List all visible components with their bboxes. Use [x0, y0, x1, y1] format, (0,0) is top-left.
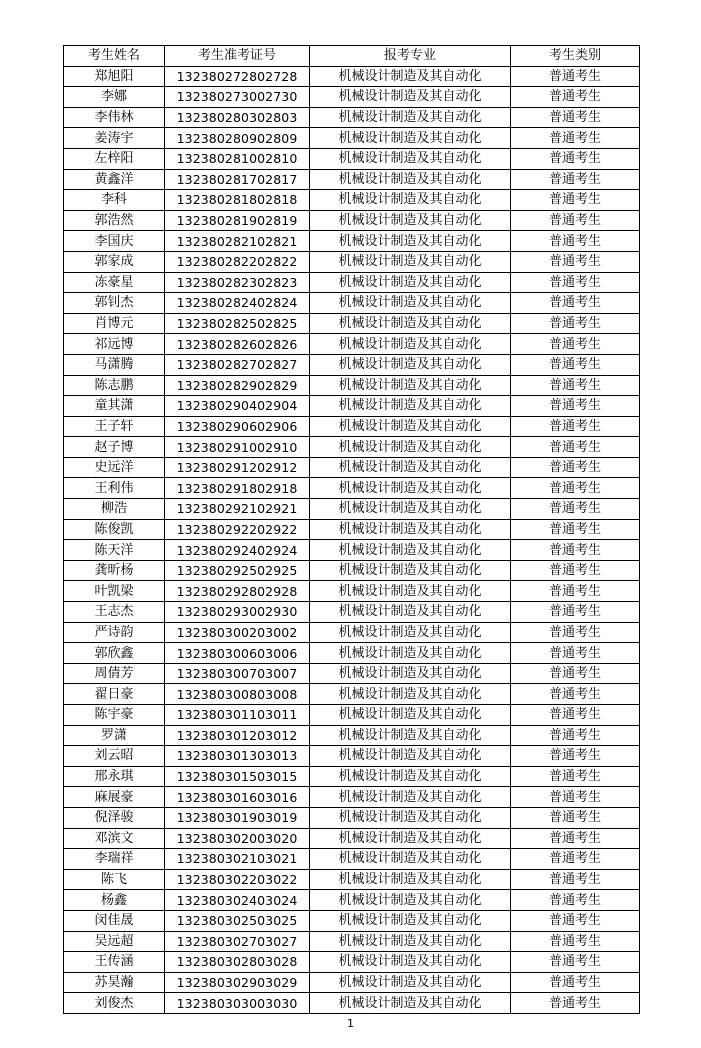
- cell-exam-id: 132380282502825: [165, 313, 310, 334]
- cell-category: 普通考生: [511, 457, 640, 478]
- cell-category: 普通考生: [511, 169, 640, 190]
- table-row: [64, 478, 640, 499]
- cell-category: 普通考生: [511, 622, 640, 643]
- cell-exam-id: 132380300203002: [165, 622, 310, 643]
- cell-category: 普通考生: [511, 807, 640, 828]
- cell-name: 柳浩: [64, 499, 165, 520]
- cell-exam-id: 132380291202912: [165, 457, 310, 478]
- cell-major: 机械设计制造及其自动化: [310, 643, 511, 664]
- cell-name: 麻展豪: [64, 787, 165, 808]
- cell-name: 陈宇豪: [64, 705, 165, 726]
- cell-name: 王传涵: [64, 952, 165, 973]
- cell-category: 普通考生: [511, 87, 640, 108]
- cell-category: 普通考生: [511, 869, 640, 890]
- table-row: [64, 128, 640, 149]
- cell-name: 陈天洋: [64, 540, 165, 561]
- cell-exam-id: 132380302903029: [165, 972, 310, 993]
- cell-category: 普通考生: [511, 828, 640, 849]
- cell-major: 机械设计制造及其自动化: [310, 807, 511, 828]
- cell-category: 普通考生: [511, 128, 640, 149]
- cell-major: 机械设计制造及其自动化: [310, 169, 511, 190]
- cell-major: 机械设计制造及其自动化: [310, 87, 511, 108]
- table-row: [64, 519, 640, 540]
- cell-category: 普通考生: [511, 251, 640, 272]
- cell-name: 李伟林: [64, 107, 165, 128]
- cell-exam-id: 132380292502925: [165, 560, 310, 581]
- cell-category: 普通考生: [511, 602, 640, 623]
- cell-name: 李瑞祥: [64, 849, 165, 870]
- cell-category: 普通考生: [511, 375, 640, 396]
- cell-category: 普通考生: [511, 416, 640, 437]
- table-row: [64, 684, 640, 705]
- cell-name: 左梓阳: [64, 148, 165, 169]
- table-row: [64, 766, 640, 787]
- cell-name: 周倩芳: [64, 663, 165, 684]
- cell-exam-id: 132380281802818: [165, 190, 310, 211]
- cell-category: 普通考生: [511, 396, 640, 417]
- table-row: [64, 272, 640, 293]
- table-row: [64, 169, 640, 190]
- cell-name: 姜涛宇: [64, 128, 165, 149]
- cell-major: 机械设计制造及其自动化: [310, 148, 511, 169]
- table-row: [64, 540, 640, 561]
- cell-name: 叶凯梁: [64, 581, 165, 602]
- cell-category: 普通考生: [511, 725, 640, 746]
- cell-name: 赵子博: [64, 437, 165, 458]
- cell-exam-id: 132380300703007: [165, 663, 310, 684]
- cell-name: 童其潇: [64, 396, 165, 417]
- cell-category: 普通考生: [511, 581, 640, 602]
- table-row: [64, 725, 640, 746]
- cell-category: 普通考生: [511, 540, 640, 561]
- cell-major: 机械设计制造及其自动化: [310, 828, 511, 849]
- table-row: [64, 293, 640, 314]
- cell-major: 机械设计制造及其自动化: [310, 457, 511, 478]
- table-row: [64, 334, 640, 355]
- cell-exam-id: 132380301503015: [165, 766, 310, 787]
- cell-exam-id: 132380272802728: [165, 66, 310, 87]
- cell-exam-id: 132380282102821: [165, 231, 310, 252]
- table-row: [64, 499, 640, 520]
- table-row: [64, 643, 640, 664]
- cell-exam-id: 132380282302823: [165, 272, 310, 293]
- cell-major: 机械设计制造及其自动化: [310, 313, 511, 334]
- table-row: [64, 828, 640, 849]
- cell-exam-id: 132380302803028: [165, 952, 310, 973]
- cell-major: 机械设计制造及其自动化: [310, 519, 511, 540]
- cell-major: 机械设计制造及其自动化: [310, 766, 511, 787]
- table-row: [64, 746, 640, 767]
- table-row: [64, 87, 640, 108]
- header-name: 考生姓名: [64, 46, 165, 67]
- table-row: [64, 354, 640, 375]
- cell-major: 机械设计制造及其自动化: [310, 499, 511, 520]
- cell-exam-id: 132380282902829: [165, 375, 310, 396]
- cell-name: 肖博元: [64, 313, 165, 334]
- cell-name: 邓滨文: [64, 828, 165, 849]
- cell-category: 普通考生: [511, 66, 640, 87]
- watermark: [36, 538, 57, 559]
- table-row: [64, 581, 640, 602]
- cell-exam-id: 132380292402924: [165, 540, 310, 561]
- table-row: [64, 375, 640, 396]
- table-row: [64, 396, 640, 417]
- cell-major: 机械设计制造及其自动化: [310, 416, 511, 437]
- cell-category: 普通考生: [511, 787, 640, 808]
- cell-name: 史远洋: [64, 457, 165, 478]
- table-body: [64, 66, 640, 1013]
- cell-major: 机械设计制造及其自动化: [310, 251, 511, 272]
- cell-name: 陈志鹏: [64, 375, 165, 396]
- cell-category: 普通考生: [511, 313, 640, 334]
- cell-name: 倪泽骏: [64, 807, 165, 828]
- cell-major: 机械设计制造及其自动化: [310, 869, 511, 890]
- cell-category: 普通考生: [511, 293, 640, 314]
- table-header: [64, 46, 640, 67]
- cell-major: 机械设计制造及其自动化: [310, 705, 511, 726]
- cell-exam-id: 132380302103021: [165, 849, 310, 870]
- table-row: [64, 972, 640, 993]
- cell-name: 李娜: [64, 87, 165, 108]
- cell-major: 机械设计制造及其自动化: [310, 231, 511, 252]
- cell-name: 王利伟: [64, 478, 165, 499]
- cell-name: 郭家成: [64, 251, 165, 272]
- cell-name: 李国庆: [64, 231, 165, 252]
- cell-name: 杨鑫: [64, 890, 165, 911]
- cell-name: 刘俊杰: [64, 993, 165, 1014]
- table-row: [64, 190, 640, 211]
- cell-exam-id: 132380302003020: [165, 828, 310, 849]
- cell-category: 普通考生: [511, 478, 640, 499]
- cell-major: 机械设计制造及其自动化: [310, 375, 511, 396]
- table-row: [64, 416, 640, 437]
- cell-major: 机械设计制造及其自动化: [310, 849, 511, 870]
- cell-exam-id: 132380281002810: [165, 148, 310, 169]
- cell-exam-id: 132380301203012: [165, 725, 310, 746]
- cell-exam-id: 132380301903019: [165, 807, 310, 828]
- cell-exam-id: 132380282702827: [165, 354, 310, 375]
- cell-exam-id: 132380300803008: [165, 684, 310, 705]
- cell-category: 普通考生: [511, 766, 640, 787]
- cell-category: 普通考生: [511, 437, 640, 458]
- cell-category: 普通考生: [511, 272, 640, 293]
- table-row: [64, 705, 640, 726]
- table-row: [64, 560, 640, 581]
- cell-name: 邢永琪: [64, 766, 165, 787]
- cell-exam-id: 132380292202922: [165, 519, 310, 540]
- cell-exam-id: 132380292102921: [165, 499, 310, 520]
- table-row: [64, 66, 640, 87]
- cell-name: 郑旭阳: [64, 66, 165, 87]
- cell-exam-id: 132380301303013: [165, 746, 310, 767]
- table-row: [64, 457, 640, 478]
- cell-name: 王志杰: [64, 602, 165, 623]
- cell-name: 王子轩: [64, 416, 165, 437]
- cell-exam-id: 132380302503025: [165, 910, 310, 931]
- cell-exam-id: 132380292802928: [165, 581, 310, 602]
- table-row: [64, 952, 640, 973]
- cell-exam-id: 132380301603016: [165, 787, 310, 808]
- cell-category: 普通考生: [511, 684, 640, 705]
- cell-exam-id: 132380302403024: [165, 890, 310, 911]
- cell-exam-id: 132380301103011: [165, 705, 310, 726]
- header-category: 考生类别: [511, 46, 640, 67]
- cell-major: 机械设计制造及其自动化: [310, 972, 511, 993]
- table-row: [64, 437, 640, 458]
- cell-exam-id: 132380280902809: [165, 128, 310, 149]
- cell-name: 刘云昭: [64, 746, 165, 767]
- page-number: 1: [347, 1017, 354, 1030]
- cell-category: 普通考生: [511, 210, 640, 231]
- cell-category: 普通考生: [511, 560, 640, 581]
- candidate-table: [63, 45, 640, 1014]
- cell-name: 郭浩然: [64, 210, 165, 231]
- cell-category: 普通考生: [511, 519, 640, 540]
- cell-major: 机械设计制造及其自动化: [310, 931, 511, 952]
- cell-category: 普通考生: [511, 107, 640, 128]
- cell-name: 翟日豪: [64, 684, 165, 705]
- cell-major: 机械设计制造及其自动化: [310, 581, 511, 602]
- table-row: [64, 869, 640, 890]
- cell-exam-id: 132380300603006: [165, 643, 310, 664]
- table-row: [64, 807, 640, 828]
- table-row: [64, 890, 640, 911]
- cell-category: 普通考生: [511, 972, 640, 993]
- cell-major: 机械设计制造及其自动化: [310, 478, 511, 499]
- table-row: [64, 148, 640, 169]
- cell-category: 普通考生: [511, 931, 640, 952]
- cell-major: 机械设计制造及其自动化: [310, 66, 511, 87]
- cell-exam-id: 132380290602906: [165, 416, 310, 437]
- table-row: [64, 313, 640, 334]
- header-exam-id: 考生准考证号: [165, 46, 310, 67]
- cell-major: 机械设计制造及其自动化: [310, 890, 511, 911]
- cell-name: 祁远博: [64, 334, 165, 355]
- cell-exam-id: 132380281902819: [165, 210, 310, 231]
- cell-exam-id: 132380280302803: [165, 107, 310, 128]
- cell-category: 普通考生: [511, 952, 640, 973]
- cell-category: 普通考生: [511, 499, 640, 520]
- table-row: [64, 231, 640, 252]
- cell-exam-id: 132380282402824: [165, 293, 310, 314]
- table-row: [64, 622, 640, 643]
- cell-major: 机械设计制造及其自动化: [310, 437, 511, 458]
- cell-name: 严诗韵: [64, 622, 165, 643]
- cell-category: 普通考生: [511, 231, 640, 252]
- cell-category: 普通考生: [511, 746, 640, 767]
- cell-major: 机械设计制造及其自动化: [310, 396, 511, 417]
- cell-exam-id: 132380282202822: [165, 251, 310, 272]
- cell-major: 机械设计制造及其自动化: [310, 663, 511, 684]
- cell-category: 普通考生: [511, 643, 640, 664]
- cell-category: 普通考生: [511, 993, 640, 1014]
- cell-major: 机械设计制造及其自动化: [310, 622, 511, 643]
- cell-category: 普通考生: [511, 910, 640, 931]
- cell-exam-id: 132380293002930: [165, 602, 310, 623]
- cell-major: 机械设计制造及其自动化: [310, 272, 511, 293]
- cell-major: 机械设计制造及其自动化: [310, 910, 511, 931]
- table-row: [64, 931, 640, 952]
- cell-name: 陈俊凯: [64, 519, 165, 540]
- cell-exam-id: 132380303003030: [165, 993, 310, 1014]
- table-row: [64, 787, 640, 808]
- cell-category: 普通考生: [511, 354, 640, 375]
- cell-major: 机械设计制造及其自动化: [310, 210, 511, 231]
- cell-major: 机械设计制造及其自动化: [310, 107, 511, 128]
- cell-major: 机械设计制造及其自动化: [310, 952, 511, 973]
- cell-category: 普通考生: [511, 890, 640, 911]
- cell-major: 机械设计制造及其自动化: [310, 334, 511, 355]
- cell-exam-id: 132380291802918: [165, 478, 310, 499]
- table-row: [64, 663, 640, 684]
- table-row: [64, 602, 640, 623]
- cell-name: 李科: [64, 190, 165, 211]
- cell-name: 黄鑫洋: [64, 169, 165, 190]
- header-row: [64, 46, 640, 67]
- cell-category: 普通考生: [511, 190, 640, 211]
- cell-category: 普通考生: [511, 849, 640, 870]
- cell-exam-id: 132380282602826: [165, 334, 310, 355]
- cell-major: 机械设计制造及其自动化: [310, 993, 511, 1014]
- cell-name: 罗潇: [64, 725, 165, 746]
- cell-major: 机械设计制造及其自动化: [310, 293, 511, 314]
- cell-exam-id: 132380291002910: [165, 437, 310, 458]
- cell-name: 闵佳晟: [64, 910, 165, 931]
- cell-major: 机械设计制造及其自动化: [310, 540, 511, 561]
- cell-category: 普通考生: [511, 663, 640, 684]
- table-row: [64, 910, 640, 931]
- table-row: [64, 993, 640, 1014]
- cell-major: 机械设计制造及其自动化: [310, 602, 511, 623]
- cell-name: 马潇腾: [64, 354, 165, 375]
- cell-major: 机械设计制造及其自动化: [310, 354, 511, 375]
- cell-major: 机械设计制造及其自动化: [310, 128, 511, 149]
- table-row: [64, 107, 640, 128]
- cell-exam-id: 132380281702817: [165, 169, 310, 190]
- cell-exam-id: 132380273002730: [165, 87, 310, 108]
- cell-category: 普通考生: [511, 705, 640, 726]
- cell-major: 机械设计制造及其自动化: [310, 190, 511, 211]
- cell-category: 普通考生: [511, 148, 640, 169]
- cell-major: 机械设计制造及其自动化: [310, 746, 511, 767]
- cell-exam-id: 132380302203022: [165, 869, 310, 890]
- cell-name: 郭钊杰: [64, 293, 165, 314]
- cell-name: 冻豪星: [64, 272, 165, 293]
- cell-exam-id: 132380290402904: [165, 396, 310, 417]
- table-row: [64, 849, 640, 870]
- cell-name: 吴远超: [64, 931, 165, 952]
- table-row: [64, 251, 640, 272]
- cell-major: 机械设计制造及其自动化: [310, 684, 511, 705]
- header-major: 报考专业: [310, 46, 511, 67]
- cell-exam-id: 132380302703027: [165, 931, 310, 952]
- cell-major: 机械设计制造及其自动化: [310, 725, 511, 746]
- table-row: [64, 210, 640, 231]
- cell-category: 普通考生: [511, 334, 640, 355]
- cell-major: 机械设计制造及其自动化: [310, 560, 511, 581]
- cell-name: 苏昊瀚: [64, 972, 165, 993]
- cell-name: 陈飞: [64, 869, 165, 890]
- cell-name: 龚昕杨: [64, 560, 165, 581]
- cell-name: 郭欣鑫: [64, 643, 165, 664]
- cell-major: 机械设计制造及其自动化: [310, 787, 511, 808]
